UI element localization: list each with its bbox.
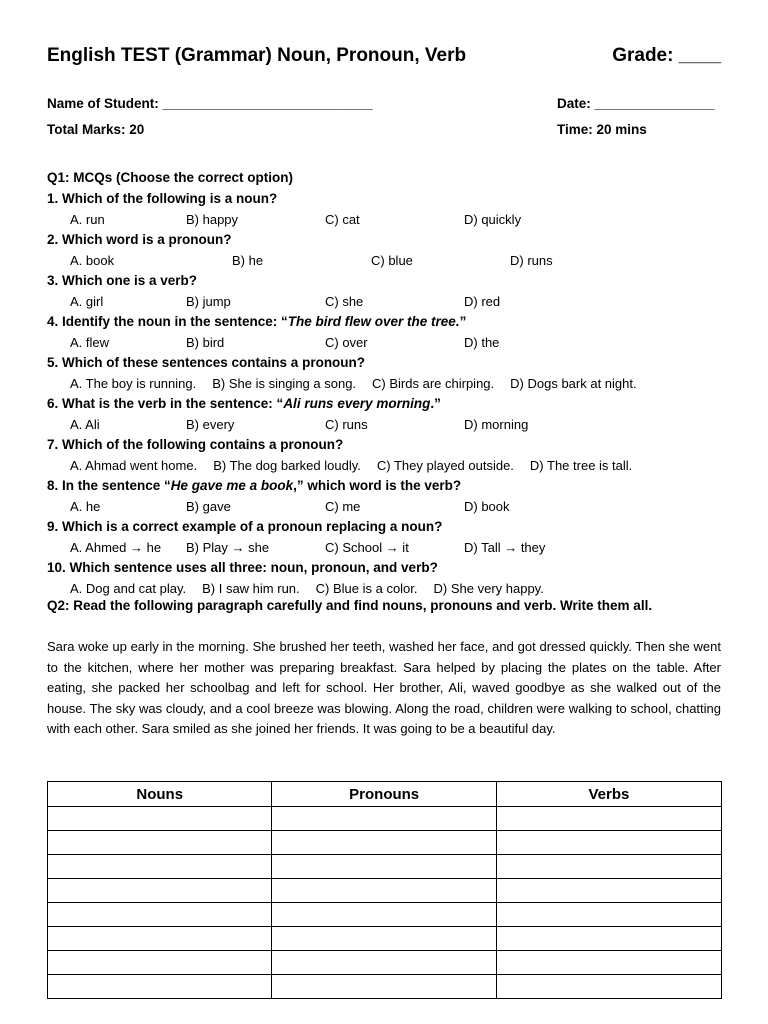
option-a[interactable]: A. The boy is running.: [70, 375, 197, 391]
answer-row: [48, 951, 722, 975]
option-c[interactable]: C) runs: [325, 416, 368, 432]
option-c[interactable]: C) School → it: [325, 539, 409, 555]
col-verbs: Verbs: [496, 782, 721, 807]
answer-cell-nouns[interactable]: [48, 975, 272, 999]
question-3: 3. Which one is a verb?: [47, 273, 198, 288]
option-d[interactable]: D) book: [464, 498, 510, 514]
question-text: 4. Identify the noun in the sentence: “: [47, 314, 288, 329]
option-d[interactable]: D) red: [464, 293, 501, 309]
option-c[interactable]: C) Blue is a color.: [315, 580, 418, 596]
grade-field: Grade: ____: [612, 45, 721, 66]
answer-cell-pronouns[interactable]: [272, 975, 496, 999]
question-7-options: [47, 456, 721, 477]
total-marks: Total Marks: 20: [47, 122, 145, 137]
answer-cell-verbs[interactable]: [496, 807, 721, 831]
page-title: English TEST (Grammar) Noun, Pronoun, Verb: [47, 45, 467, 66]
question-2: 2. Which word is a pronoun?: [47, 232, 232, 247]
answer-cell-nouns[interactable]: [48, 807, 272, 831]
question-8-options: [47, 497, 721, 518]
option-a[interactable]: A. girl: [70, 293, 104, 309]
answer-cell-nouns[interactable]: [48, 879, 272, 903]
answer-cell-verbs[interactable]: [496, 927, 721, 951]
answer-cell-pronouns[interactable]: [272, 951, 496, 975]
quoted-sentence: The bird flew over the tree.: [287, 314, 460, 329]
question-text: 8. In the sentence “: [47, 478, 171, 493]
answer-cell-nouns[interactable]: [48, 951, 272, 975]
option-c[interactable]: C) me: [325, 498, 361, 514]
quoted-sentence: He gave me a book: [170, 478, 294, 493]
answer-row: [48, 903, 722, 927]
question-text: ”: [459, 314, 467, 329]
answer-cell-pronouns[interactable]: [272, 927, 496, 951]
option-b[interactable]: B) She is singing a song.: [212, 375, 357, 391]
answer-cell-verbs[interactable]: [496, 879, 721, 903]
option-d[interactable]: D) The tree is tall.: [529, 457, 633, 473]
question-7: 7. Which of the following contains a pronoun?: [47, 437, 344, 452]
answer-row: [48, 807, 722, 831]
option-d[interactable]: D) quickly: [464, 211, 522, 227]
col-pronouns: Pronouns: [272, 782, 496, 807]
answer-row: [48, 879, 722, 903]
option-c[interactable]: C) she: [325, 293, 364, 309]
option-d[interactable]: D) the: [464, 334, 500, 350]
option-c[interactable]: C) blue: [371, 252, 413, 268]
option-c[interactable]: C) over: [325, 334, 368, 350]
answer-row: [48, 831, 722, 855]
reading-paragraph: Sara woke up early in the morning. She brushed her teeth, washed her face, and got dressed quickly. Then she went to the kitchen, where her mother was preparing breakfast. Sara helped by placing the plates on the table. After eating, she packed her schoolbag and left for school. Her brother, Ali, waved goodbye as she walked out of the house. The sky was cloudy, and a cool breeze was blowing. Along the road, children were walking to school, chatting with each other. Sara smiled as she joined her friends. It was going to be a beautiful day.: [47, 639, 721, 736]
title-row: [47, 45, 721, 71]
option-a[interactable]: A. Ahmed → he: [70, 539, 162, 555]
option-a[interactable]: A. book: [70, 252, 115, 268]
option-a[interactable]: A. Ali: [70, 416, 100, 432]
answer-cell-nouns[interactable]: [48, 927, 272, 951]
option-b[interactable]: B) bird: [186, 334, 225, 350]
option-b[interactable]: B) every: [186, 416, 235, 432]
option-d[interactable]: D) Dogs bark at night.: [510, 375, 637, 391]
option-d[interactable]: D) morning: [464, 416, 529, 432]
question-1-options: [47, 210, 721, 231]
question-4-options: [47, 333, 721, 354]
option-d[interactable]: D) She very happy.: [433, 580, 544, 596]
answer-table: [47, 781, 722, 999]
question-text: .”: [430, 396, 441, 411]
quoted-sentence: Ali runs every morning: [283, 396, 431, 411]
answer-cell-verbs[interactable]: [496, 951, 721, 975]
question-3-options: [47, 292, 721, 313]
option-a[interactable]: A. Dog and cat play.: [70, 580, 187, 596]
option-a[interactable]: A. flew: [70, 334, 110, 350]
option-c[interactable]: C) cat: [325, 211, 360, 227]
option-a[interactable]: A. run: [70, 211, 105, 227]
option-a[interactable]: A. Ahmad went home.: [70, 457, 198, 473]
question-10-options: [47, 579, 721, 600]
option-b[interactable]: B) jump: [186, 293, 231, 309]
answer-cell-pronouns[interactable]: [272, 831, 496, 855]
q1-heading: Q1: MCQs (Choose the correct option): [47, 170, 294, 185]
question-text: ,” which word is the verb?: [293, 478, 462, 493]
answer-cell-verbs[interactable]: [496, 831, 721, 855]
option-b[interactable]: B) he: [232, 252, 264, 268]
answer-cell-nouns[interactable]: [48, 831, 272, 855]
answer-row: [48, 855, 722, 879]
question-5-options: [47, 374, 721, 395]
option-b[interactable]: B) I saw him run.: [202, 580, 300, 596]
question-9: 9. Which is a correct example of a pronoun replacing a noun?: [47, 519, 443, 534]
answer-cell-pronouns[interactable]: [272, 879, 496, 903]
option-d[interactable]: D) Tall → they: [464, 539, 546, 555]
question-4: [47, 312, 721, 333]
answer-cell-nouns[interactable]: [48, 903, 272, 927]
question-2-options: [47, 251, 721, 272]
answer-cell-pronouns[interactable]: [272, 903, 496, 927]
option-b[interactable]: B) gave: [186, 498, 231, 514]
answer-cell-verbs[interactable]: [496, 855, 721, 879]
student-name-field: Name of Student: ____________________________: [47, 96, 373, 111]
question-1: 1. Which of the following is a noun?: [47, 191, 278, 206]
time-limit: Time: 20 mins: [557, 122, 647, 137]
question-8: [47, 476, 721, 497]
answer-row: [48, 975, 722, 999]
answer-cell-nouns[interactable]: [48, 855, 272, 879]
question-text: 6. What is the verb in the sentence: “: [47, 396, 284, 411]
col-nouns: Nouns: [48, 782, 272, 807]
option-d[interactable]: D) runs: [510, 252, 553, 268]
info-row-2: [47, 122, 721, 140]
answer-table-header: [48, 782, 722, 807]
info-row-1: [47, 96, 721, 114]
mcq-list: [47, 189, 721, 599]
question-5: 5. Which of these sentences contains a pronoun?: [47, 355, 366, 370]
answer-cell-verbs[interactable]: [496, 903, 721, 927]
option-b[interactable]: B) Play → she: [186, 539, 270, 555]
question-10: 10. Which sentence uses all three: noun, pronoun, and verb?: [47, 560, 438, 575]
answer-cell-verbs[interactable]: [496, 975, 721, 999]
option-b[interactable]: B) happy: [186, 211, 239, 227]
option-a[interactable]: A. he: [70, 498, 101, 514]
answer-row: [48, 927, 722, 951]
q2-heading: Q2: Read the following paragraph carefully and find nouns, pronouns and verb. Write them all.: [47, 598, 653, 613]
question-6-options: [47, 415, 721, 436]
question-6: [47, 394, 721, 415]
date-field: Date: ________________: [557, 96, 715, 111]
option-c[interactable]: C) They played outside.: [376, 457, 514, 473]
question-9-options: [47, 538, 721, 559]
option-c[interactable]: C) Birds are chirping.: [372, 375, 495, 391]
answer-cell-pronouns[interactable]: [272, 807, 496, 831]
answer-cell-pronouns[interactable]: [272, 855, 496, 879]
option-b[interactable]: B) The dog barked loudly.: [213, 457, 361, 473]
